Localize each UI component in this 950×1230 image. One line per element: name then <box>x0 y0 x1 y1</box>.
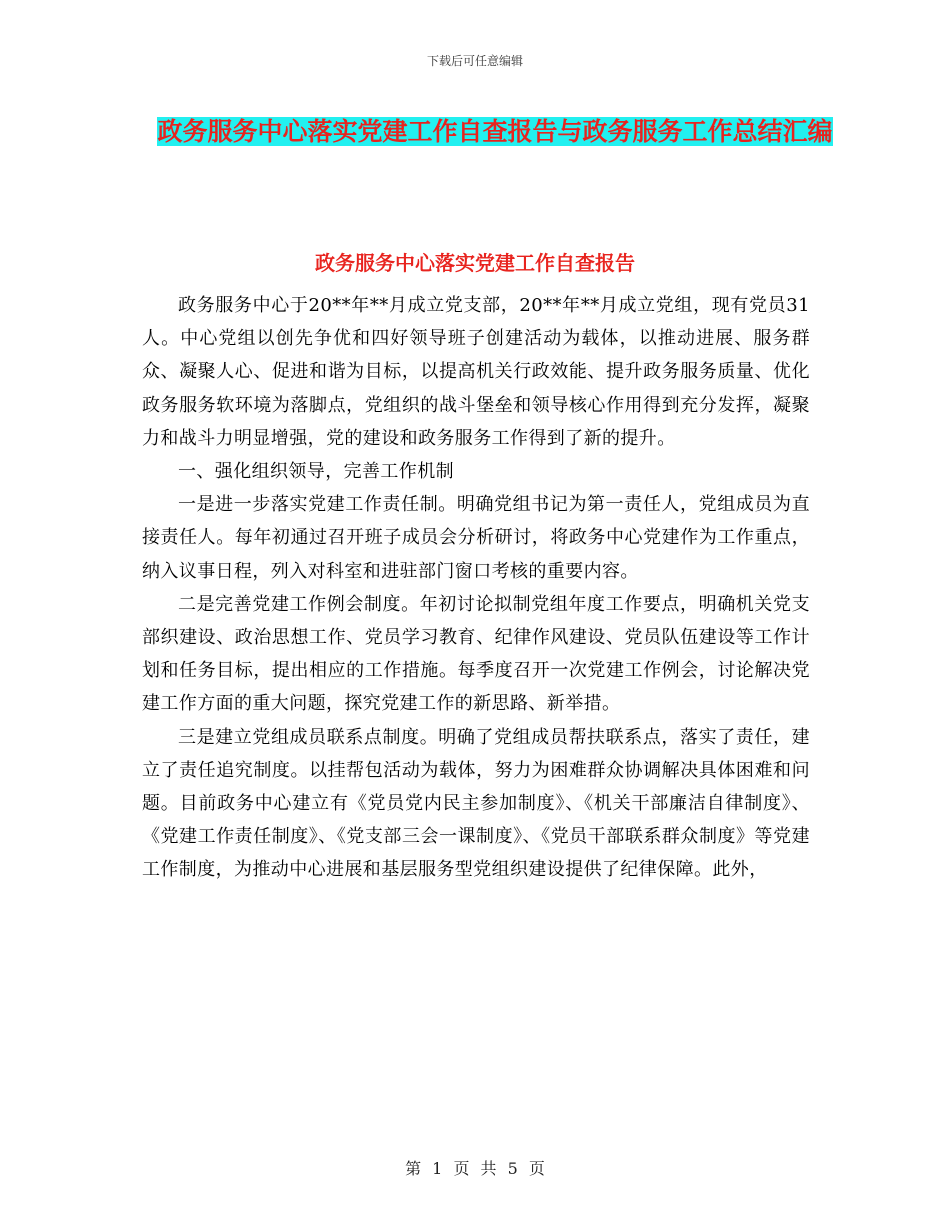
paragraph: 二是完善党建工作例会制度。年初讨论拟制党组年度工作要点，明确机关党支部织建设、政治思想工作、党员学习教育、纪律作风建设、党员队伍建设等工作计划和任务目标，提出相应的工作措施。每季度召开一次党建工作例会，讨论解决党建工作方面的重大问题，探究党建工作的新思路、新举措。 <box>142 593 810 715</box>
paragraph: 一是进一步落实党建工作责任制。明确党组书记为第一责任人，党组成员为直接责任人。每年初通过召开班子成员会分析研讨，将政务中心党建作为工作重点，纳入议事日程，列入对科室和进驻部门窗口考核的重要内容。 <box>142 494 810 582</box>
body-text <box>142 289 810 887</box>
paragraph: 政务服务中心于20**年**月成立党支部，20**年**月成立党组，现有党员31人。中心党组以创先争优和四好领导班子创建活动为载体，以推动进展、服务群众、凝聚人心、促进和谐为目标，以提高机关行政效能、提升政务服务质量、优化政务服务软环境为落脚点，党组织的战斗堡垒和领导核心作用得到充分发挥，凝聚力和战斗力明显增强，党的建设和政务服务工作得到了新的提升。 <box>142 295 810 449</box>
header-note: 下载后可任意编辑 <box>426 54 523 68</box>
paragraph: 三是建立党组成员联系点制度。明确了党组成员帮扶联系点，落实了责任，建立了责任追究制度。以挂帮包活动为载体，努力为困难群众协调解决具体困难和问题。目前政务中心建立有《党员党内民主参加制度》、《机关干部廉洁自律制度》、《党建工作责任制度》、《党支部三会一课制度》、《党员干部联系群众制度》等党建工作制度，为推动中心进展和基层服务型党组织建设提供了纪律保障。此外， <box>142 726 810 881</box>
section-heading: 一、强化组织领导，完善工作机制 <box>178 461 454 483</box>
section-title: 政务服务中心落实党建工作自查报告 <box>315 251 635 275</box>
document-title-text: 政务服务中心落实党建工作自查报告与政务服务工作总结汇编 <box>157 117 833 146</box>
page-footer: 第 1 页 共 5 页 <box>405 1159 545 1178</box>
document-title <box>150 108 840 155</box>
